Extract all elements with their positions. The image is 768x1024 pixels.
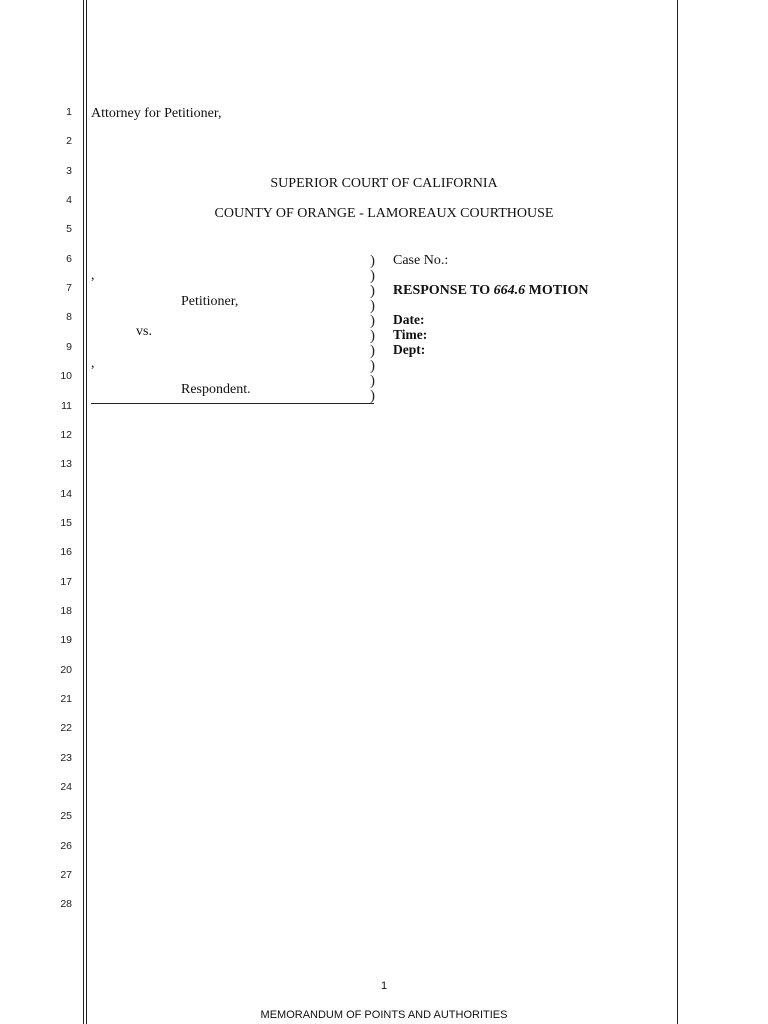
line-number: 26 [60, 840, 72, 852]
caption-brace: ) [370, 298, 375, 314]
caption-brace: ) [370, 373, 375, 389]
line-number: 19 [60, 634, 72, 646]
caption-brace: ) [370, 283, 375, 299]
caption-bottom-rule [91, 403, 374, 404]
document-title-prefix: RESPONSE TO [393, 283, 494, 298]
line-number: 18 [60, 605, 72, 617]
line-number: 22 [60, 722, 72, 734]
case-number-label: Case No.: [393, 253, 449, 268]
court-county: COUNTY OF ORANGE - LAMOREAUX COURTHOUSE [214, 206, 554, 221]
line-number: 17 [60, 576, 72, 588]
petitioner-name-comma: , [91, 268, 95, 283]
line-number: 11 [61, 400, 72, 412]
attorney-line: Attorney for Petitioner, [91, 106, 222, 121]
line-number: 23 [60, 752, 72, 764]
line-number: 9 [66, 341, 72, 353]
line-number: 13 [60, 458, 72, 470]
page-number: 1 [380, 980, 388, 992]
line-number: 3 [66, 165, 72, 177]
line-number: 25 [60, 810, 72, 822]
caption-brace: ) [370, 358, 375, 374]
document-title [393, 283, 589, 299]
caption-brace: ) [370, 388, 375, 404]
line-number: 27 [60, 869, 72, 881]
line-number: 28 [60, 898, 72, 910]
hearing-date-label: Date: [393, 312, 425, 327]
respondent-name-comma: , [91, 356, 95, 371]
caption-brace: ) [370, 313, 375, 329]
left-margin-rule-outer [83, 0, 84, 1024]
court-name: SUPERIOR COURT OF CALIFORNIA [270, 176, 498, 191]
hearing-dept-label: Dept: [393, 342, 426, 357]
footer-document-title: MEMORANDUM OF POINTS AND AUTHORITIES [260, 1009, 508, 1021]
left-margin-rule-inner [86, 0, 87, 1024]
line-number: 7 [66, 282, 72, 294]
line-number: 2 [66, 135, 72, 147]
line-number: 5 [66, 223, 72, 235]
line-number: 21 [60, 693, 72, 705]
caption-brace: ) [370, 328, 375, 344]
right-margin-rule [677, 0, 678, 1024]
line-number: 24 [60, 781, 72, 793]
line-number: 1 [66, 106, 72, 118]
versus-label: vs. [136, 324, 152, 339]
caption-brace: ) [370, 268, 375, 284]
line-number: 6 [66, 253, 72, 265]
line-number: 16 [60, 546, 72, 558]
line-number: 20 [60, 664, 72, 676]
document-title-number: 664.6 [493, 283, 526, 298]
line-number: 8 [66, 311, 72, 323]
line-number: 10 [60, 370, 72, 382]
caption-brace: ) [370, 343, 375, 359]
line-number: 12 [60, 429, 72, 441]
hearing-time-label: Time: [393, 327, 428, 342]
line-number: 14 [60, 488, 72, 500]
petitioner-label: Petitioner, [181, 294, 239, 309]
document-title-suffix: MOTION [525, 283, 589, 298]
caption-brace: ) [370, 253, 375, 269]
line-number: 15 [60, 517, 72, 529]
respondent-label: Respondent. [181, 382, 251, 397]
line-number: 4 [66, 194, 72, 206]
